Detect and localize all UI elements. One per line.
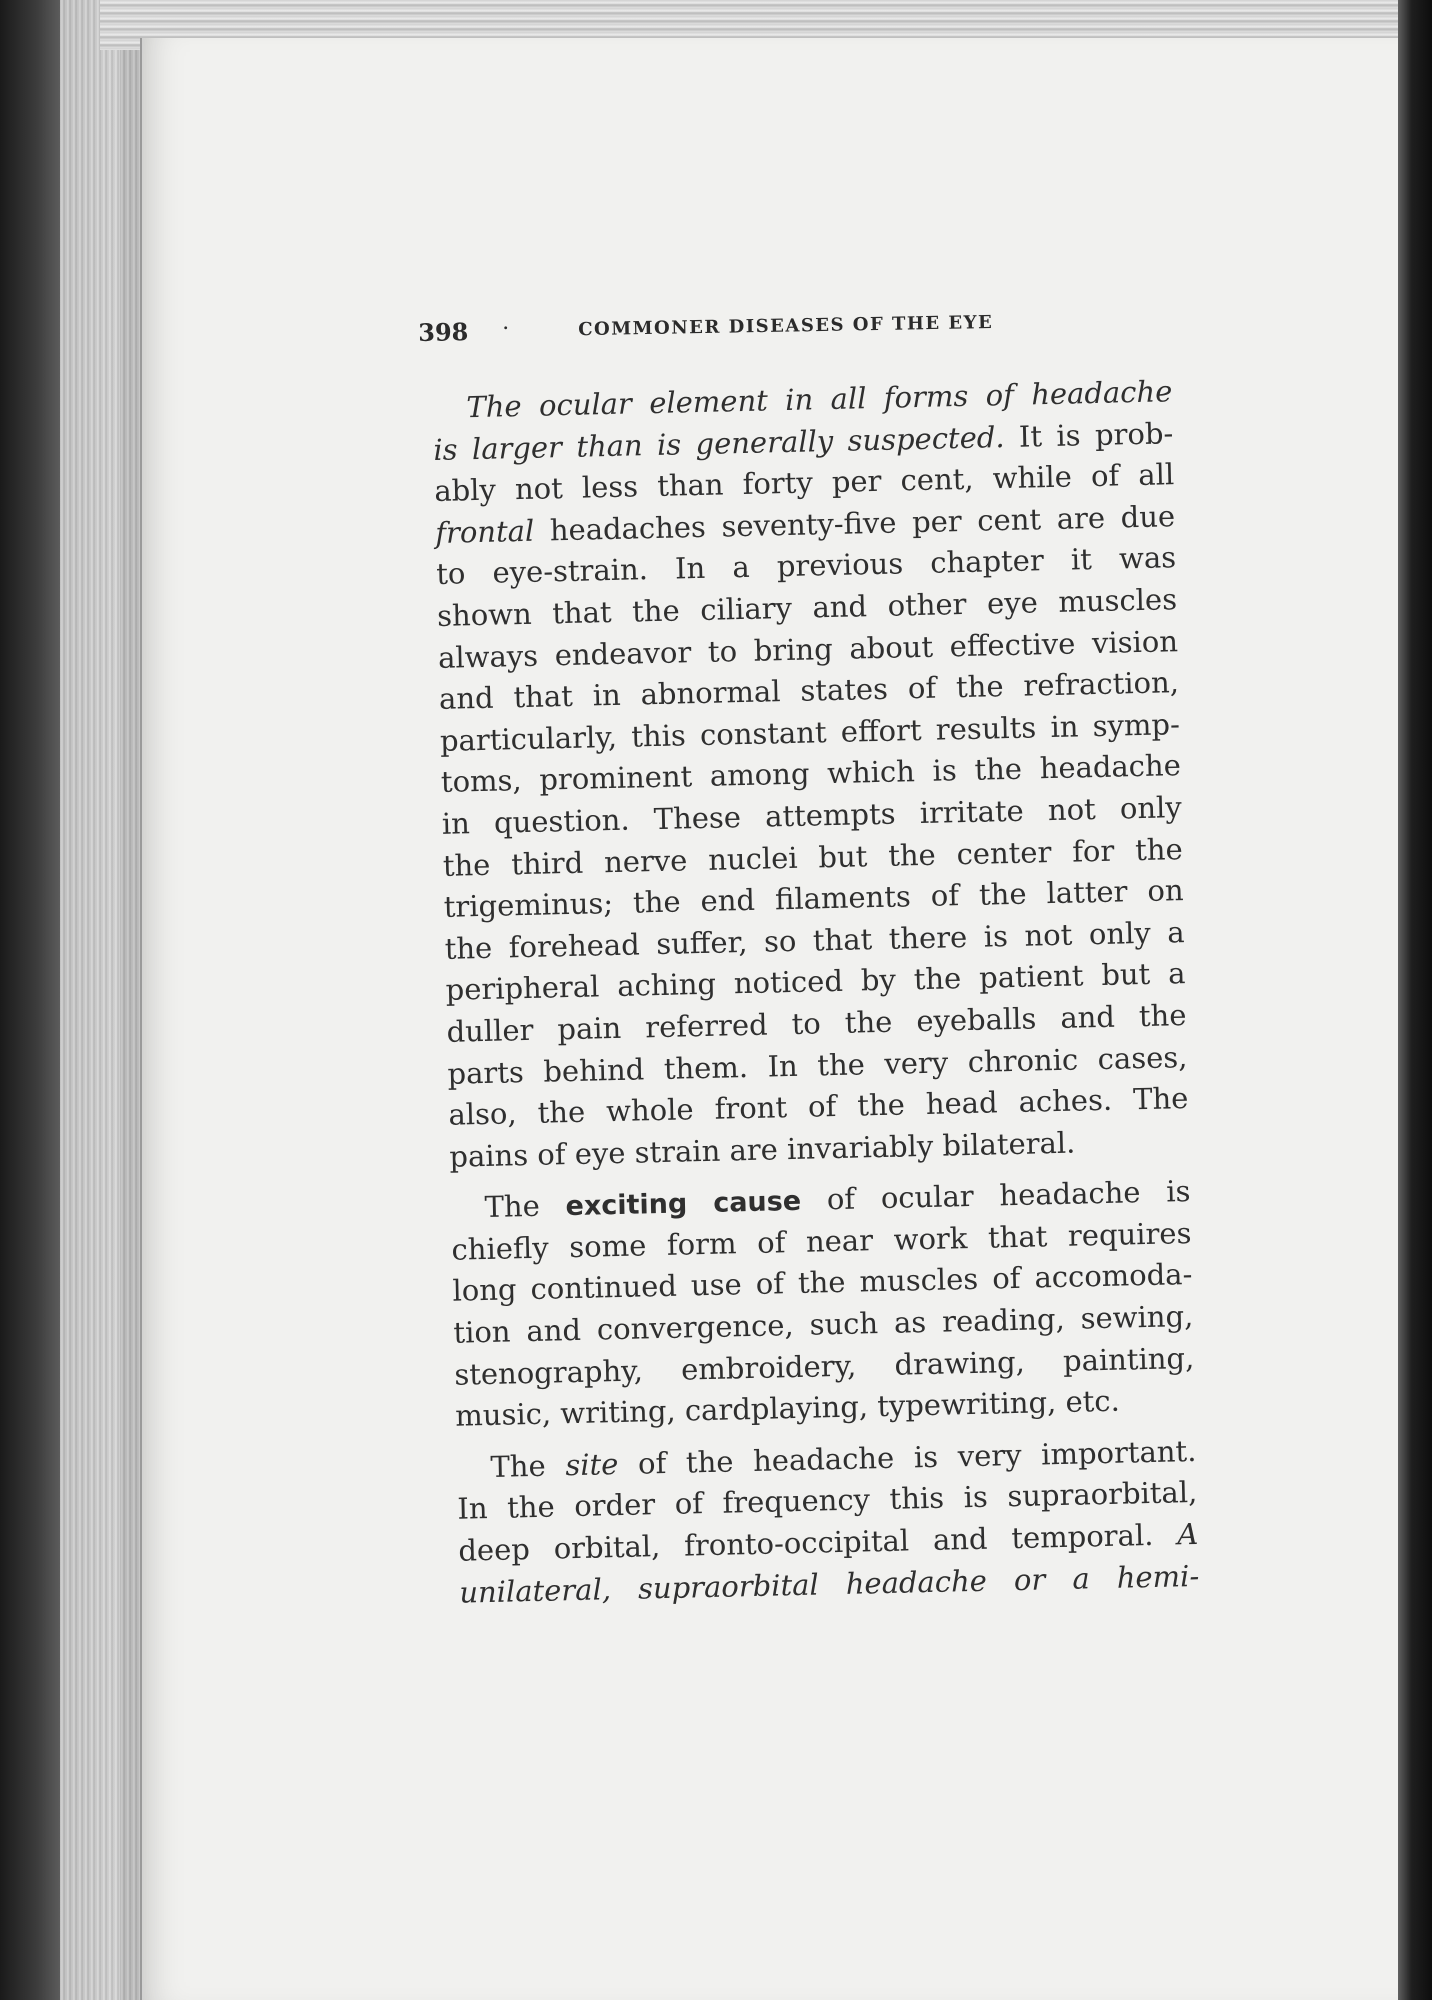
text-run: of ocular headache is (800, 1174, 1191, 1218)
text-run: to eye-strain. In a previous chapter it was (435, 540, 1177, 592)
italic-text: frontal (434, 513, 535, 550)
text-run: stenography, embroidery, drawing, painting, (453, 1340, 1195, 1392)
text-run: the forehead suffer, so that there is not only a (444, 914, 1185, 966)
italic-text: The ocular element in all forms of headache (466, 374, 1173, 425)
italic-text: A (1176, 1516, 1199, 1552)
text-run: deep orbital, fronto-occipital and temporal. (458, 1517, 1178, 1568)
text-run: the third nerve nuclei but the center for the (442, 831, 1184, 883)
text-run: and that in abnormal states of the refraction, (438, 665, 1180, 717)
book-right-edge (1398, 0, 1432, 2000)
paragraph (450, 1171, 1195, 1437)
text-run: The (490, 1448, 566, 1484)
text-run: long continued use of the muscles of accomoda- (452, 1257, 1193, 1309)
text-run: headaches seventy-five per cent are due (533, 498, 1176, 548)
running-head-title: COMMONER DISEASES OF THE EYE (578, 311, 994, 341)
text-run: chiefly some form of near work that requires (451, 1215, 1192, 1267)
bold-term: exciting cause (565, 1186, 802, 1223)
text-run: In the order of frequency this is supraorbital, (457, 1475, 1198, 1527)
text-run: music, writing, cardplaying, typewriting, etc. (454, 1383, 1121, 1433)
text-run: It is prob- (1004, 415, 1174, 454)
text-run: The (484, 1188, 566, 1225)
text-run: peripheral aching noticed by the patient but a (445, 956, 1186, 1008)
italic-text: is larger than is generally suspected. (433, 419, 1005, 467)
paragraph (432, 371, 1190, 1178)
text-run: in question. These attempts irritate not only (441, 790, 1183, 841)
text-run: shown that the ciliary and other eye muscles (436, 582, 1178, 633)
body-text (432, 371, 1200, 1614)
text-run: ably not less than forty per cent, while of all (433, 457, 1175, 509)
italic-text: site (564, 1446, 619, 1483)
text-run: pains of eye strain are invariably bilateral. (449, 1125, 1076, 1174)
text-run: also, the whole front of the head aches. The (448, 1081, 1189, 1132)
text-run: particularly, this constant effort results in symp- (439, 706, 1181, 758)
text-run: trigeminus; the end filaments of the latter on (443, 873, 1184, 924)
text-run: always endeavor to bring about effective vision (437, 623, 1179, 675)
text-run: toms, prominent among which is the headache (440, 748, 1182, 800)
paragraph (456, 1431, 1200, 1614)
page-number: 398 (418, 317, 469, 347)
text-run: duller pain referred to the eyeballs and the (446, 997, 1187, 1049)
running-head-separator: · (501, 316, 510, 342)
text-run: tion and convergence, such as reading, sewing, (453, 1299, 1194, 1350)
text-run: of the headache is very important. (617, 1433, 1197, 1481)
italic-text: unilateral, supraorbital headache or a hemi- (458, 1558, 1200, 1610)
page-edges-left (60, 0, 150, 2000)
text-run: parts behind them. In the very chronic cases, (447, 1039, 1188, 1091)
